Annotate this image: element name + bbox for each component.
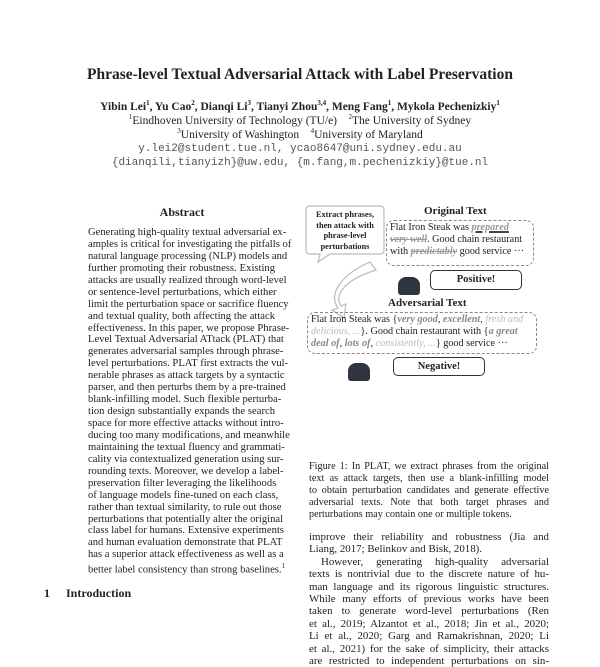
figure-1 bbox=[300, 200, 550, 380]
text-line: maintaining the textual fluency and grammati- bbox=[88, 441, 285, 453]
text-line: tion design substantially expands the search bbox=[88, 406, 275, 418]
email-line: y.lei2@student.tue.nl, ycao8647@uni.sydney.edu.au bbox=[138, 143, 462, 155]
robot-icon bbox=[398, 277, 420, 295]
text-line: texts is nontrivial due to the discrete nature of hu- bbox=[309, 568, 549, 581]
text-line: ducing too many modifications, and meanwhile bbox=[88, 429, 290, 441]
text-line: cality via contextualized generation using sur- bbox=[88, 453, 284, 465]
adversarial-text-heading: Adversarial Text bbox=[388, 297, 467, 309]
text-line: rounding texts. Moreover, we develop a label- bbox=[88, 465, 284, 477]
text-line: rather than textual similarity, to rule out those bbox=[88, 501, 282, 513]
author: Meng Fang$^1$ bbox=[331, 99, 392, 113]
text-line: adversarial texts. Note that both target phrases and bbox=[309, 496, 549, 508]
text-line: and human evaluation demonstrate that PLAT bbox=[88, 537, 283, 549]
text-line: preservation filter leveraging the likelihoods bbox=[88, 477, 277, 489]
email-line: {dianqili,tianyizh}@uw.edu, {m.fang,m.pechenizkiy}@tue.nl bbox=[111, 157, 489, 169]
text-line: further promoting their robustness. Existing bbox=[88, 262, 275, 274]
text-line: et al., 2021) for the sake of simplicity, their attacks bbox=[309, 642, 549, 655]
text-line: Li et al., 2020; Garg and Ramakrishnan, 2020; Li bbox=[309, 630, 549, 643]
section-heading-introduction bbox=[44, 586, 131, 601]
thought-bubble-text: Extract phrases, then attack with phrase-level perturbations bbox=[315, 210, 375, 251]
text-line: While many efforts of previous works have been bbox=[309, 592, 549, 605]
author: Yibin Lei$^1$ bbox=[100, 99, 150, 113]
text-line: space for more effective attacks without intro- bbox=[88, 418, 284, 429]
affiliations-line-1: $^1$Eindhoven University of Technology (TU/e) $^2$The University of Sydney bbox=[128, 113, 472, 127]
text-line: man language and its rigorous linguistic structures. bbox=[309, 580, 549, 593]
text-line: attacks are usually realized through word-level bbox=[88, 274, 287, 286]
text-line: generates adversarial samples through phrase- bbox=[88, 346, 284, 358]
negative-label: Negative! bbox=[393, 357, 485, 376]
text-line: are restricted to independent perturbations on sin- bbox=[309, 654, 549, 667]
text-line: and textual quality, both affecting the attack bbox=[88, 310, 275, 322]
author: Mykola Pechenizkiy$^1$ bbox=[397, 99, 500, 113]
text-line: et al., 2019; Alzantot et al., 2018; Jin et al., 2020; bbox=[309, 617, 549, 630]
original-text-heading: Original Text bbox=[424, 205, 487, 217]
text-line: amples is critical for investigating the pitfalls of bbox=[88, 238, 292, 250]
text-line: has a superior attack effectiveness as well as a bbox=[88, 549, 284, 561]
footnote-mark: 1 bbox=[281, 562, 286, 571]
text-line: nerable phrases as attack targets by a syntactic bbox=[88, 370, 285, 382]
text-line: perturbations may contain one or multiple tokens. bbox=[309, 508, 512, 520]
author: Yu Cao$^2$ bbox=[154, 99, 195, 113]
text-line: improve their reliability and robustness (Jia and bbox=[309, 531, 549, 543]
paper-title: Phrase-level Textual Adversarial Attack with Label Preservation bbox=[87, 66, 513, 83]
affiliation: University of Maryland bbox=[314, 128, 423, 141]
robot-icon bbox=[348, 363, 370, 381]
abstract-heading: Abstract bbox=[159, 205, 205, 219]
adversarial-text-box: Flat Iron Steak was {very good, excellent, fresh and delicious, ...}. Good chain restaurant with {a great deal of, lots of, consistently, ...} good service ··· bbox=[307, 312, 537, 354]
text-line: blank-infilling model. Such flexible perturba- bbox=[88, 394, 282, 406]
text-line: of language models fine-tuned on each class, bbox=[88, 489, 279, 501]
text-line: However, generating high-quality adversarial bbox=[321, 555, 549, 568]
text-line: text as attack targets, then use a blank-infilling model bbox=[309, 472, 549, 484]
section-number: 1 bbox=[44, 586, 50, 600]
text-line: perturbations that potentially alter the original bbox=[88, 513, 284, 525]
positive-label: Positive! bbox=[430, 270, 522, 290]
affiliation: The University of Sydney bbox=[352, 114, 472, 127]
affiliations-line-2: $^3$University of Washington $^4$University of Maryland bbox=[177, 127, 423, 141]
abstract-body bbox=[88, 227, 292, 576]
figure-caption bbox=[309, 461, 549, 521]
right-column-body bbox=[309, 531, 549, 667]
section-title: Introduction bbox=[66, 586, 132, 600]
author-list: Yibin Lei$^1$, Yu Cao$^2$, Dianqi Li$^3$, Tianyi Zhou$^{3,4}$, Meng Fang$^1$, Mykola Pechenizkiy$^1$ bbox=[100, 99, 500, 113]
text-line: class label for humans. Extensive experiments bbox=[88, 525, 284, 537]
text-line: effectiveness. In this paper, we propose Phrase- bbox=[88, 322, 290, 334]
text-line: Figure 1: In PLAT, we extract phrases from the original bbox=[309, 461, 549, 472]
text-line: taken to generate word-level perturbations (Ren bbox=[309, 605, 549, 618]
text-line: or sentence-level perturbations, which either bbox=[88, 286, 277, 298]
text-line: natural language processing (NLP) models and bbox=[88, 250, 288, 262]
original-text-box: Flat Iron Steak was prepared very well. Good chain restaurant with predictably good service ··· bbox=[386, 220, 534, 266]
affiliation: University of Washington bbox=[180, 128, 300, 141]
text-line: Generating high-quality textual adversarial ex- bbox=[88, 227, 287, 238]
text-line: to obtain perturbation candidates and generate effective bbox=[309, 484, 549, 496]
author: Dianqi Li$^3$ bbox=[200, 99, 251, 113]
text-line: level perturbations. PLAT first extracts the vul- bbox=[88, 358, 289, 370]
text-line: Level Textual Adversarial ATtack (PLAT) that bbox=[88, 334, 284, 346]
text-line: better label consistency than strong baselines.$^1$ bbox=[88, 562, 286, 576]
affiliation: Eindhoven University of Technology (TU/e) bbox=[132, 114, 338, 127]
text-line: parser, and then perturbs them by a pre-trained bbox=[88, 382, 286, 394]
author: Tianyi Zhou$^{3,4}$ bbox=[256, 99, 327, 113]
text-line: Liang, 2017; Belinkov and Bisk, 2018). bbox=[309, 543, 483, 556]
text-line: limit the perturbation space or sacrifice fluency bbox=[88, 298, 289, 310]
